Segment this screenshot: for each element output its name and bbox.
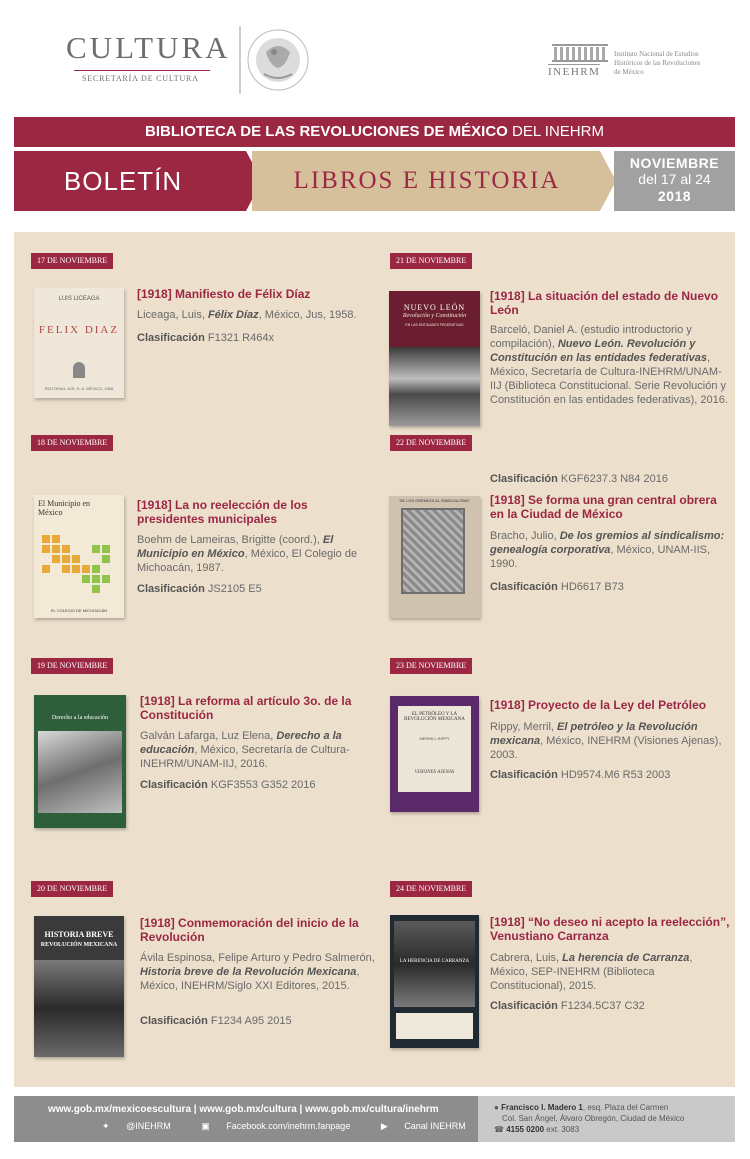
entry-classification: Clasificación HD6617 B73 bbox=[490, 581, 624, 593]
entry-classification: Clasificación F1234 A95 2015 bbox=[140, 1015, 292, 1027]
cover-author: LUIS LICEAGA bbox=[58, 296, 100, 302]
book-cover[interactable] bbox=[390, 696, 479, 812]
date-tag: 18 DE NOVIEMBRE bbox=[31, 435, 113, 451]
cover-title: El Municipio en México bbox=[38, 499, 90, 517]
date-month: NOVIEMBRE bbox=[629, 155, 720, 171]
entry-classification: Clasificación F1234.5C37 C32 bbox=[490, 1000, 645, 1012]
cover-publisher: EL COLEGIO DE MICHOACÁN bbox=[50, 608, 108, 613]
entry-classification: Clasificación HD9574.M6 R53 2003 bbox=[490, 769, 671, 781]
date-tag: 23 DE NOVIEMBRE bbox=[390, 658, 472, 674]
date-tag: 22 DE NOVIEMBRE bbox=[390, 435, 472, 451]
cover-photo bbox=[389, 347, 480, 426]
entry-title: [1918] Manifiesto de Félix Díaz bbox=[137, 287, 311, 301]
entry-classification: Clasificación KGF6237.3 N84 2016 bbox=[490, 473, 668, 485]
date-range: del 17 al 24 bbox=[638, 171, 711, 187]
cultura-wordmark: CULTURA bbox=[66, 30, 231, 65]
entry-title: [1918] La situación del estado de Nuevo León bbox=[490, 289, 719, 317]
twitter-link[interactable]: ✦ @INEHRM bbox=[102, 1121, 171, 1131]
entry-title: [1918] Proyecto de la Ley del Petróleo bbox=[490, 698, 707, 712]
cultura-divider bbox=[74, 70, 210, 71]
entry-citation: Ávila Espinosa, Felipe Arturo y Pedro Salmerón, Historia breve de la Revolución Mexicana, México, INEHRM/Siglo XXI Editores, 2015. bbox=[140, 952, 375, 992]
building-icon bbox=[550, 40, 610, 62]
secretaria-label: SECRETARÍA DE CULTURA bbox=[82, 74, 199, 83]
date-tag: 21 DE NOVIEMBRE bbox=[390, 253, 472, 269]
entry-citation: Rippy, Merril, El petróleo y la Revolución mexicana, México, INEHRM (Visiones Ajenas), 2003. bbox=[490, 721, 722, 761]
cover-title: Derecho a la educación bbox=[51, 715, 109, 721]
cover-author: MERRILL RIPPY bbox=[419, 736, 450, 741]
entry-title: [1918] La reforma al artículo 3o. de la Constitución bbox=[140, 694, 352, 722]
page-footer bbox=[14, 1096, 735, 1142]
library-title-suffix: DEL INEHRM bbox=[507, 123, 604, 140]
entry-classification: Clasificación KGF3553 G352 2016 bbox=[140, 779, 316, 791]
cultura-logo[interactable] bbox=[60, 28, 231, 88]
mexico-seal-icon bbox=[238, 22, 314, 98]
entry-title: [1918] Conmemoración del inicio de la Revolución bbox=[140, 916, 359, 944]
library-title: BIBLIOTECA DE LAS REVOLUCIONES DE MÉXICO bbox=[145, 123, 508, 140]
cover-series: VISIONES AJENAS bbox=[414, 770, 455, 775]
cover-title: EL PETRÓLEO Y LA REVOLUCIÓN MEXICANA bbox=[404, 712, 465, 722]
entry-citation: Galván Lafarga, Luz Elena, Derecho a la educación, México, Secretaría de Cultura-INEHRM/UNAM-IIJ, 2016. bbox=[140, 730, 350, 770]
book-cover[interactable] bbox=[390, 915, 479, 1048]
footer-address: ● Francisco I. Madero 1, esq. Plaza del Carmen Col. San Ángel, Álvaro Obregón, Ciudad de México ☎ 4155 0200 ext. 3083 bbox=[494, 1103, 685, 1134]
date-tag: 17 DE NOVIEMBRE bbox=[31, 253, 113, 269]
cover-subtitle: REVOLUCIÓN MEXICANA bbox=[40, 942, 118, 948]
cover-title: FELIX DIAZ bbox=[38, 324, 120, 336]
facebook-icon: ▣ bbox=[201, 1121, 210, 1131]
boletin-label: BOLETÍN bbox=[63, 166, 183, 196]
capitol-icon bbox=[73, 362, 85, 378]
date-tag: 19 DE NOVIEMBRE bbox=[31, 658, 113, 674]
cover-title: NUEVO LEÓN bbox=[403, 303, 466, 312]
bulletin-content bbox=[14, 232, 735, 1087]
inehrm-wordmark: INEHRM bbox=[548, 66, 601, 78]
entry-citation: Boehm de Lameiras, Brigitte (coord.), El Municipio en México, México, El Colegio de Michoacán, 1987. bbox=[137, 534, 358, 574]
inehrm-logo[interactable] bbox=[548, 40, 701, 80]
entry-citation: Barceló, Daniel A. (estudio introductorio y compilación), Nuevo León. Revolución y Constitución en las entidades federativas, México, Secretaría de Cultura-INEHRM/UNAM-IIJ (Biblioteca Constitucional. Serie Revolución y Constitución en las entidades federativas), 2016. bbox=[490, 324, 728, 406]
cover-photo bbox=[394, 921, 475, 1007]
library-banner bbox=[14, 117, 735, 147]
phone-icon: ☎ bbox=[494, 1125, 504, 1134]
date-year: 2018 bbox=[657, 188, 692, 204]
book-cover[interactable] bbox=[34, 695, 126, 828]
youtube-icon: ▶ bbox=[380, 1121, 388, 1131]
cover-photo bbox=[38, 731, 122, 813]
cover-panel bbox=[398, 706, 471, 792]
entry-classification: Clasificación JS2105 E5 bbox=[137, 583, 262, 595]
book-cover[interactable] bbox=[389, 291, 480, 426]
footer-social bbox=[102, 1121, 494, 1132]
cover-publisher: EDITORIAL JUS, S. A. MÉXICO, 1958 bbox=[44, 386, 114, 391]
cover-series: EN LAS ENTIDADES FEDERATIVAS bbox=[405, 323, 464, 327]
book-cover[interactable] bbox=[34, 288, 124, 398]
date-tag: 24 DE NOVIEMBRE bbox=[390, 881, 472, 897]
cover-title: HISTORIA BREVE bbox=[44, 930, 114, 939]
inehrm-description: Instituto Nacional de Estudios Históricos de las Revoluciones de México bbox=[614, 50, 701, 76]
entry-title: [1918] La no reelección de los presidentes municipales bbox=[137, 498, 308, 526]
footer-links[interactable]: www.gob.mx/mexicoescultura | www.gob.mx/cultura | www.gob.mx/cultura/inehrm bbox=[48, 1104, 439, 1115]
twitter-icon: ✦ bbox=[102, 1121, 110, 1131]
facebook-link[interactable]: ▣ Facebook.com/inehrm.fanpage bbox=[201, 1121, 351, 1131]
cover-title: DE LOS GREMIOS AL SINDICALISMO bbox=[399, 498, 470, 503]
cover-title: LA HERENCIA DE CARRANZA bbox=[399, 959, 470, 964]
cover-photo bbox=[34, 960, 124, 1057]
entry-title: [1918] Se forma una gran central obrera en la Ciudad de México bbox=[490, 493, 717, 521]
entry-citation: Cabrera, Luis, La herencia de Carranza, México, SEP-INEHRM (Biblioteca Constitucional), 2015. bbox=[490, 952, 693, 992]
entry-citation: Bracho, Julio, De los gremios al sindicalismo: genealogía corporativa, México, UNAM-IIS, 1990. bbox=[490, 530, 725, 570]
entry-classification: Clasificación F1321 R464x bbox=[137, 332, 274, 344]
book-cover[interactable] bbox=[34, 495, 124, 618]
cover-grid-art bbox=[38, 521, 120, 601]
location-pin-icon: ● bbox=[494, 1103, 499, 1112]
book-cover[interactable] bbox=[389, 496, 480, 618]
section-title: LIBROS E HISTORIA bbox=[293, 167, 561, 194]
youtube-link[interactable]: ▶ Canal INEHRM bbox=[380, 1121, 466, 1131]
entry-title: [1918] “No deseo ni acepto la reelección”, Venustiano Carranza bbox=[490, 915, 730, 943]
book-cover[interactable] bbox=[34, 916, 124, 1057]
date-box bbox=[614, 151, 735, 211]
page-header bbox=[0, 0, 750, 112]
cover-subtitle: Revolución y Constitución bbox=[402, 313, 467, 319]
cover-engraving bbox=[401, 508, 465, 594]
cover-label bbox=[396, 1013, 473, 1039]
entry-citation: Liceaga, Luis, Félix Díaz, México, Jus, 1958. bbox=[137, 309, 357, 321]
date-tag: 20 DE NOVIEMBRE bbox=[31, 881, 113, 897]
